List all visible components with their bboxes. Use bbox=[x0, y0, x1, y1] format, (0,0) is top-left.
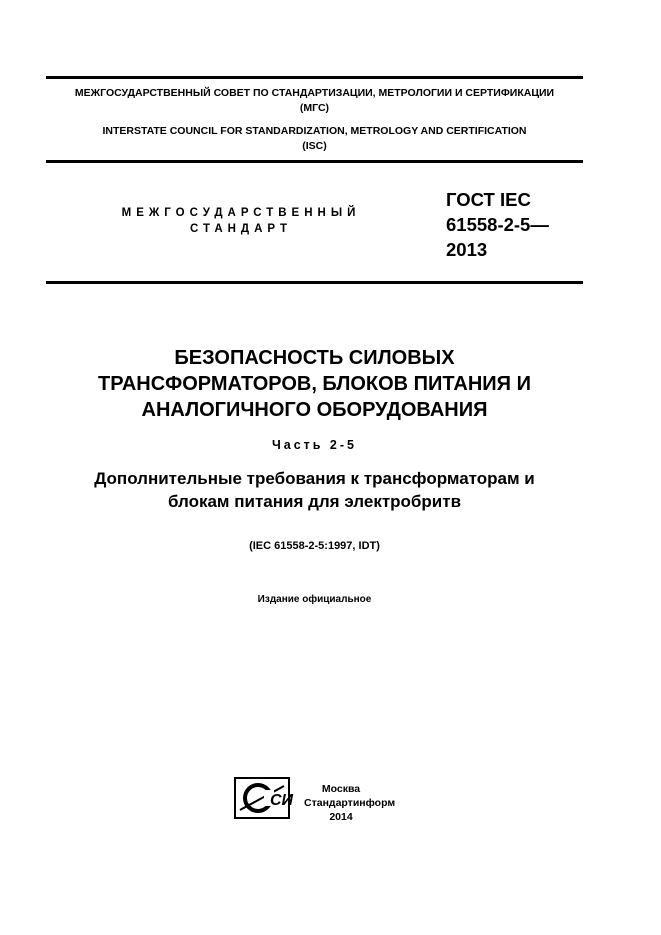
standard-number-line3: 2013 bbox=[446, 239, 488, 260]
standard-kind-line2: СТАНДАРТ bbox=[190, 223, 292, 235]
council-en-line1: INTERSTATE COUNCIL FOR STANDARDIZATION, METROLOGY AND CERTIFICATION bbox=[102, 125, 527, 137]
title-line2: ТРАНСФОРМАТОРОВ, БЛОКОВ ПИТАНИЯ И bbox=[98, 373, 531, 395]
publisher-name: Стандартинформ bbox=[304, 797, 396, 809]
header-rule bbox=[46, 160, 583, 163]
council-en-line2: (ISC) bbox=[302, 140, 327, 152]
publisher-block bbox=[304, 782, 396, 824]
title-line1: БЕЗОПАСНОСТЬ СИЛОВЫХ bbox=[174, 347, 455, 369]
top-rule bbox=[46, 76, 583, 79]
publisher-year: 2014 bbox=[329, 811, 353, 823]
edition-note: Издание официальное bbox=[257, 594, 372, 605]
title-line3: АНАЛОГИЧНОГО ОБОРУДОВАНИЯ bbox=[141, 399, 488, 421]
council-ru-line2: (МГС) bbox=[299, 102, 330, 114]
publisher-city: Москва bbox=[321, 783, 361, 795]
standard-number-line1: ГОСТ IEC bbox=[446, 189, 531, 210]
logo-text: СИ bbox=[270, 792, 294, 809]
part-number: Часть 2-5 bbox=[271, 438, 358, 452]
standartinform-logo-icon bbox=[234, 777, 294, 819]
iec-reference: (IEC 61558-2-5:1997, IDT) bbox=[249, 540, 380, 552]
subtitle-line1: Дополнительные требования к трансформаторам и bbox=[94, 469, 535, 488]
standard-kind-line1: МЕЖГОСУДАРСТВЕННЫЙ bbox=[121, 207, 361, 219]
standard-rule bbox=[46, 281, 583, 284]
standard-number-line2: 61558-2-5— bbox=[446, 214, 549, 235]
council-ru-line1: МЕЖГОСУДАРСТВЕННЫЙ СОВЕТ ПО СТАНДАРТИЗАЦИИ, МЕТРОЛОГИИ И СЕРТИФИКАЦИИ bbox=[74, 87, 555, 99]
subtitle-line2: блокам питания для электробритв bbox=[167, 492, 462, 511]
